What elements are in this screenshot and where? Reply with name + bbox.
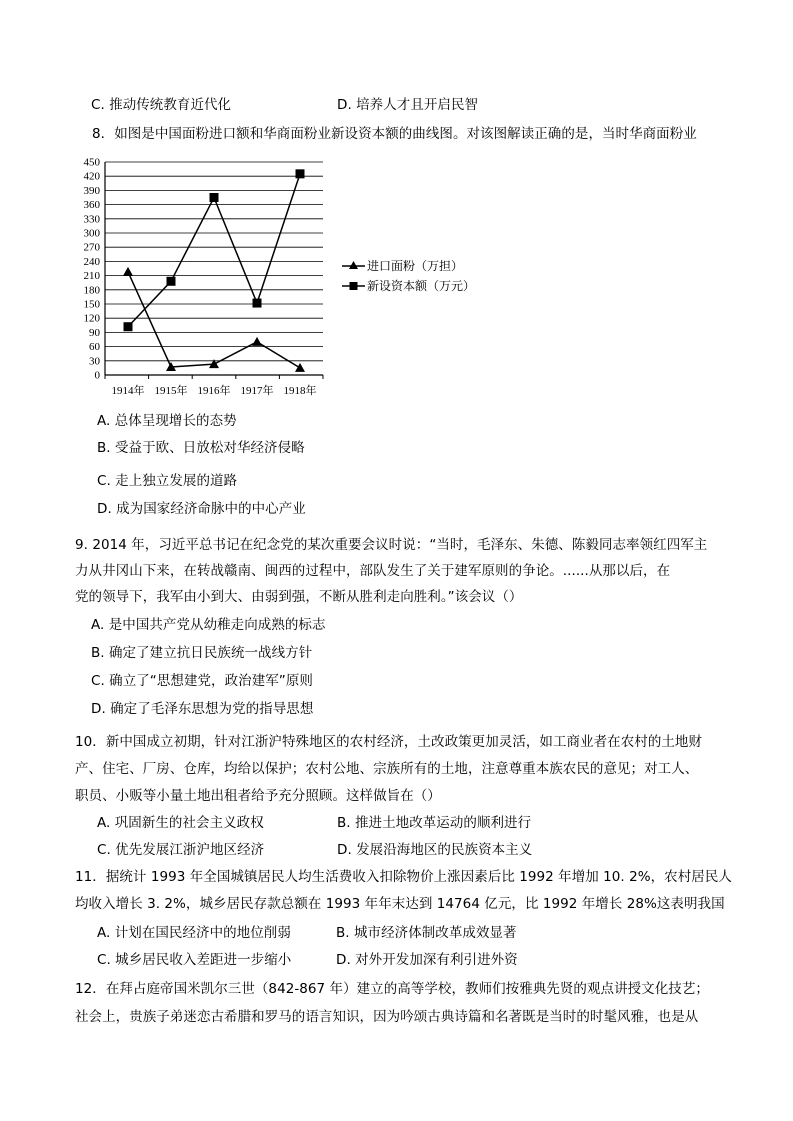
x-tick-label: 1914年 bbox=[111, 385, 145, 397]
chart-y-tick-labels bbox=[84, 157, 101, 382]
q11-stem-line2: 均收入增长 3. 2%，城乡居民存款总额在 1993 年年末达到 14764 亿元，比 1992 年增长 28%这表明我国 bbox=[75, 896, 725, 912]
q8-line-chart bbox=[70, 152, 510, 402]
q9-stem-line2: 力从井冈山下来，在转战赣南、闽西的过程中，部队发生了关于建军原则的争论。......从那以后，在 bbox=[75, 563, 671, 579]
q8-stem: 8．如图是中国面粉进口额和华商面粉业新设资本额的曲线图。对该图解读正确的是，当时华商面粉业 bbox=[92, 126, 697, 142]
q11-option-c: C. 城乡居民收入差距进一步缩小 bbox=[97, 952, 292, 968]
y-tick-label: 450 bbox=[83, 156, 100, 169]
y-tick-label: 180 bbox=[83, 284, 100, 297]
x-tick-label: 1918年 bbox=[283, 385, 317, 397]
q8-option-b: B. 受益于欧、日放松对华经济侵略 bbox=[97, 440, 305, 456]
q8-option-c: C. 走上独立发展的道路 bbox=[97, 473, 238, 489]
chart-x-tick-labels bbox=[112, 383, 317, 397]
legend-item-imported-flour bbox=[342, 258, 463, 273]
square-marker bbox=[253, 299, 262, 308]
y-tick-label: 420 bbox=[83, 170, 100, 183]
y-tick-label: 90 bbox=[89, 326, 100, 339]
legend-item-new-capital bbox=[342, 278, 475, 293]
square-marker bbox=[296, 169, 305, 178]
square-marker bbox=[124, 322, 133, 331]
q9-option-b: B. 确定了建立抗日民族统一战线方针 bbox=[91, 645, 313, 661]
y-tick-label: 210 bbox=[83, 270, 100, 283]
q11-option-d: D. 对外开发加深有利引进外资 bbox=[336, 952, 518, 968]
q11-stem-line1: 11．据统计 1993 年全国城镇居民人均生活费收入扣除物价上涨因素后比 1992 年增加 10. 2%，农村居民人 bbox=[75, 869, 732, 885]
series-line-triangle bbox=[128, 272, 300, 368]
y-tick-label: 270 bbox=[83, 241, 100, 254]
q10-stem-line2: 产、住宅、厂房、仓库，均给以保护；农村公地、宗族所有的土地，注意尊重本族农民的意见；对工人、 bbox=[75, 761, 699, 777]
y-tick-label: 240 bbox=[83, 255, 100, 268]
square-marker bbox=[210, 193, 219, 202]
y-tick-label: 330 bbox=[83, 213, 100, 226]
q9-option-a: A. 是中国共产党从幼稚走向成熟的标志 bbox=[91, 617, 326, 633]
triangle-marker bbox=[252, 337, 262, 346]
q8-option-a: A. 总体呈现增长的态势 bbox=[97, 413, 237, 429]
q9-option-d: D. 确定了毛泽东思想为党的指导思想 bbox=[91, 701, 314, 717]
square-marker bbox=[167, 277, 176, 286]
y-tick-label: 390 bbox=[83, 184, 100, 197]
q10-stem-line1: 10．新中国成立初期，针对江浙沪特殊地区的农村经济，土改政策更加灵活，如工商业者在农村的土地财 bbox=[75, 734, 703, 750]
y-tick-label: 60 bbox=[89, 341, 100, 354]
q10-stem-line3: 职员、小贩等小量土地出租者给予充分照顾。这样做旨在（） bbox=[75, 788, 441, 804]
x-tick-label: 1915年 bbox=[154, 385, 188, 397]
legend-label-new-capital: 新设资本额（万元） bbox=[367, 279, 476, 293]
y-tick-label: 0 bbox=[94, 369, 100, 382]
legend-label-imported-flour: 进口面粉（万担） bbox=[367, 259, 464, 273]
q12-stem-line1: 12．在拜占庭帝国米凯尔三世（842-867 年）建立的高等学校，教师们按雅典先贤的观点讲授文化技艺； bbox=[75, 981, 709, 997]
x-tick-label: 1916年 bbox=[197, 385, 231, 397]
chart-series-lines bbox=[128, 174, 300, 368]
q9-option-c: C. 确立了“思想建党，政治建军”原则 bbox=[91, 673, 313, 689]
triangle-marker bbox=[123, 267, 133, 276]
q9-stem-line1: 9. 2014 年，习近平总书记在纪念党的某次重要会议时说：“当时，毛泽东、朱德、陈毅同志率领红四军主 bbox=[75, 537, 708, 553]
q12-stem-line2: 社会上，贵族子弟迷恋古希腊和罗马的语言知识，因为吟颂古典诗篇和名著既是当时的时髦风雅，也是从 bbox=[75, 1009, 699, 1025]
q11-option-a: A. 计划在国民经济中的地位削弱 bbox=[97, 925, 291, 941]
y-tick-label: 120 bbox=[83, 312, 100, 325]
q9-stem-line3: 党的领导下，我军由小到大、由弱到强，不断从胜利走向胜利。”该会议（） bbox=[75, 589, 523, 605]
q10-option-b: B. 推进土地改革运动的顺利进行 bbox=[337, 815, 532, 831]
q11-option-b: B. 城市经济体制改革成效显著 bbox=[336, 925, 517, 941]
q10-option-c: C. 优先发展江浙沪地区经济 bbox=[97, 842, 265, 858]
legend-square-marker bbox=[350, 282, 358, 290]
x-tick-label: 1917年 bbox=[240, 385, 274, 397]
q7-option-d: D. 培养人才且开启民智 bbox=[337, 97, 479, 113]
q10-option-d: D. 发展沿海地区的民族资本主义 bbox=[337, 842, 533, 858]
y-tick-label: 150 bbox=[83, 298, 100, 311]
y-tick-label: 300 bbox=[83, 227, 100, 240]
q8-option-d: D. 成为国家经济命脉中的中心产业 bbox=[97, 501, 306, 517]
chart-series-markers bbox=[123, 169, 305, 372]
y-tick-label: 360 bbox=[83, 199, 100, 212]
q7-option-c: C. 推动传统教育近代化 bbox=[91, 97, 232, 113]
legend-triangle-marker bbox=[349, 261, 358, 269]
chart-legend bbox=[342, 258, 475, 293]
y-tick-label: 30 bbox=[89, 355, 100, 368]
q10-option-a: A. 巩固新生的社会主义政权 bbox=[97, 815, 264, 831]
triangle-marker bbox=[295, 363, 305, 372]
